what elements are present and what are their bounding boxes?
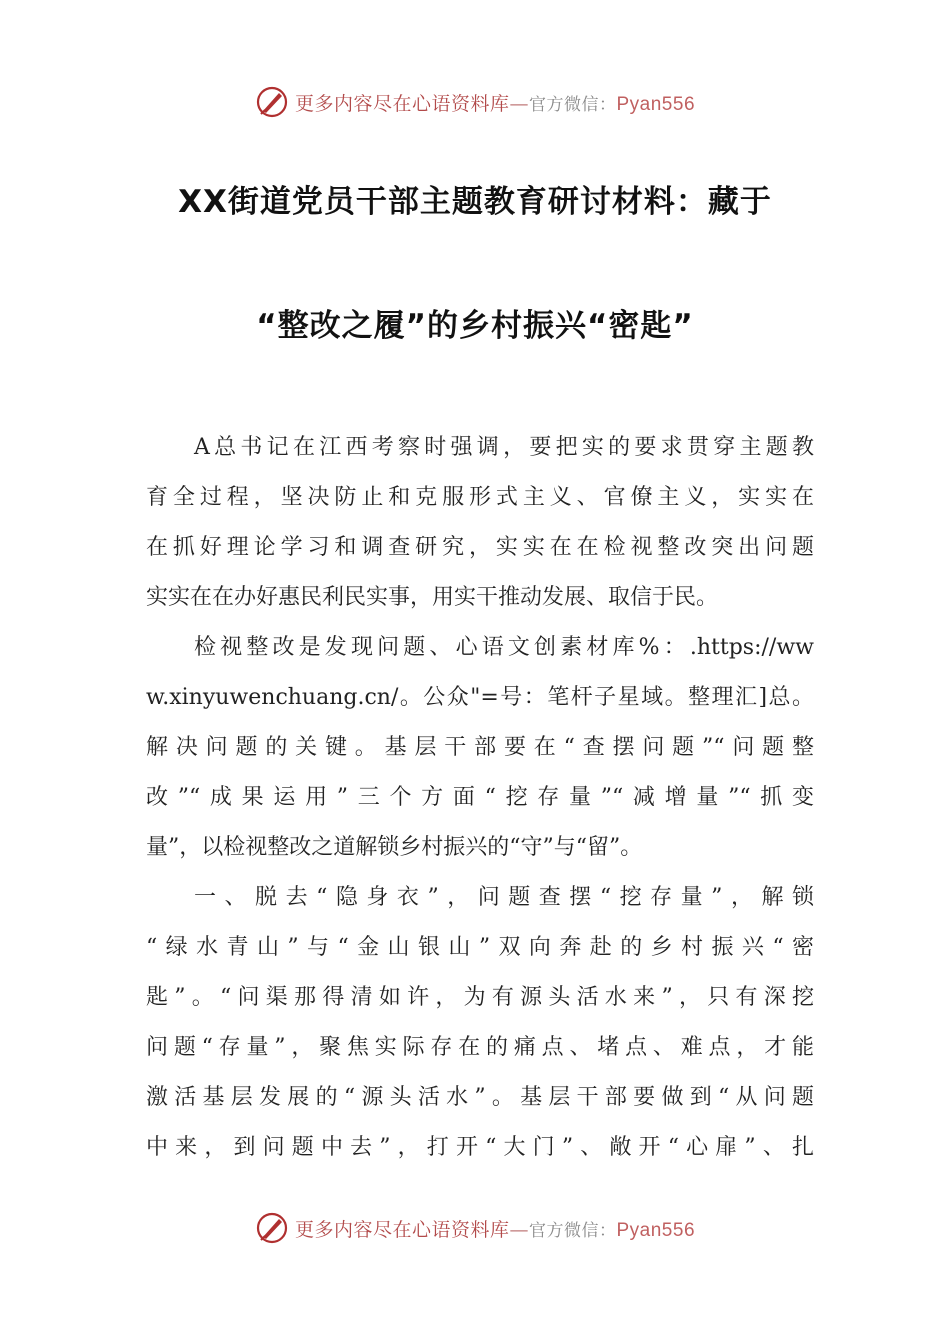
text-line: 改”“成果运用”三个方面“挖存量”“减增量”“抓变 [146,785,814,810]
text-line: 激活基层发展的“源头活水”。基层干部要做到“从问题 [146,1085,814,1110]
text-line: w.xinyuwenchuang.cn/。公众"=号：笔杆子星域。整理汇]总。 [146,685,814,710]
document-title-line-1: XX街道党员干部主题教育研讨材料：藏于 [178,184,772,220]
text-line: 一、脱去“隐身衣”，问题查摆“挖存量”，解锁 [194,885,814,910]
text-line: 中来，到问题中去”，打开“大门”、敞开“心扉”、扎 [146,1135,814,1160]
banner-text [295,1215,695,1242]
banner-wechat-label: 官方微信： [529,1220,617,1241]
text-line: 解决问题的关键。基层干部要在“查摆问题”“问题整 [146,735,814,760]
text-line: 检视整改是发现问题、心语文创素材库%：.https://ww [194,635,814,660]
text-line: 育全过程，坚决防止和克服形式主义、官僚主义，实实在 [146,485,814,510]
banner-slogan: 更多内容尽在心语资料库 [294,1218,510,1241]
banner-dash: — [509,92,529,115]
banner-wechat-id: Pyan556 [616,1219,696,1241]
text-line: 量”，以检视整改之道解锁乡村振兴的“守”与“留”。 [146,835,643,860]
text-line: 问题“存量”，聚焦实际存在的痛点、堵点、难点，才能 [146,1035,814,1060]
header-banner [0,82,950,122]
text-line: 匙”。“问渠那得清如许，为有源头活水来”，只有深挖 [146,985,814,1010]
footer-banner [0,1208,950,1248]
quill-logo-icon [255,85,289,119]
quill-logo-icon [255,1211,289,1245]
text-line: A总书记在江西考察时强调，要把实的要求贯穿主题教 [194,435,814,460]
document-title-line-2: “整改之履”的乡村振兴“密匙” [256,308,694,344]
banner-wechat-label: 官方微信： [529,94,617,115]
banner-dash: — [509,1218,529,1241]
text-line: “绿水青山”与“金山银山”双向奔赴的乡村振兴“密 [146,935,814,960]
banner-slogan: 更多内容尽在心语资料库 [294,92,510,115]
banner-text [295,89,695,116]
banner-wechat-id: Pyan556 [616,93,696,115]
text-line: 在抓好理论学习和调查研究，实实在在检视整改突出问题 [146,535,814,560]
text-line: 实实在在办好惠民利民实事，用实干推动发展、取信于民。 [146,585,719,610]
